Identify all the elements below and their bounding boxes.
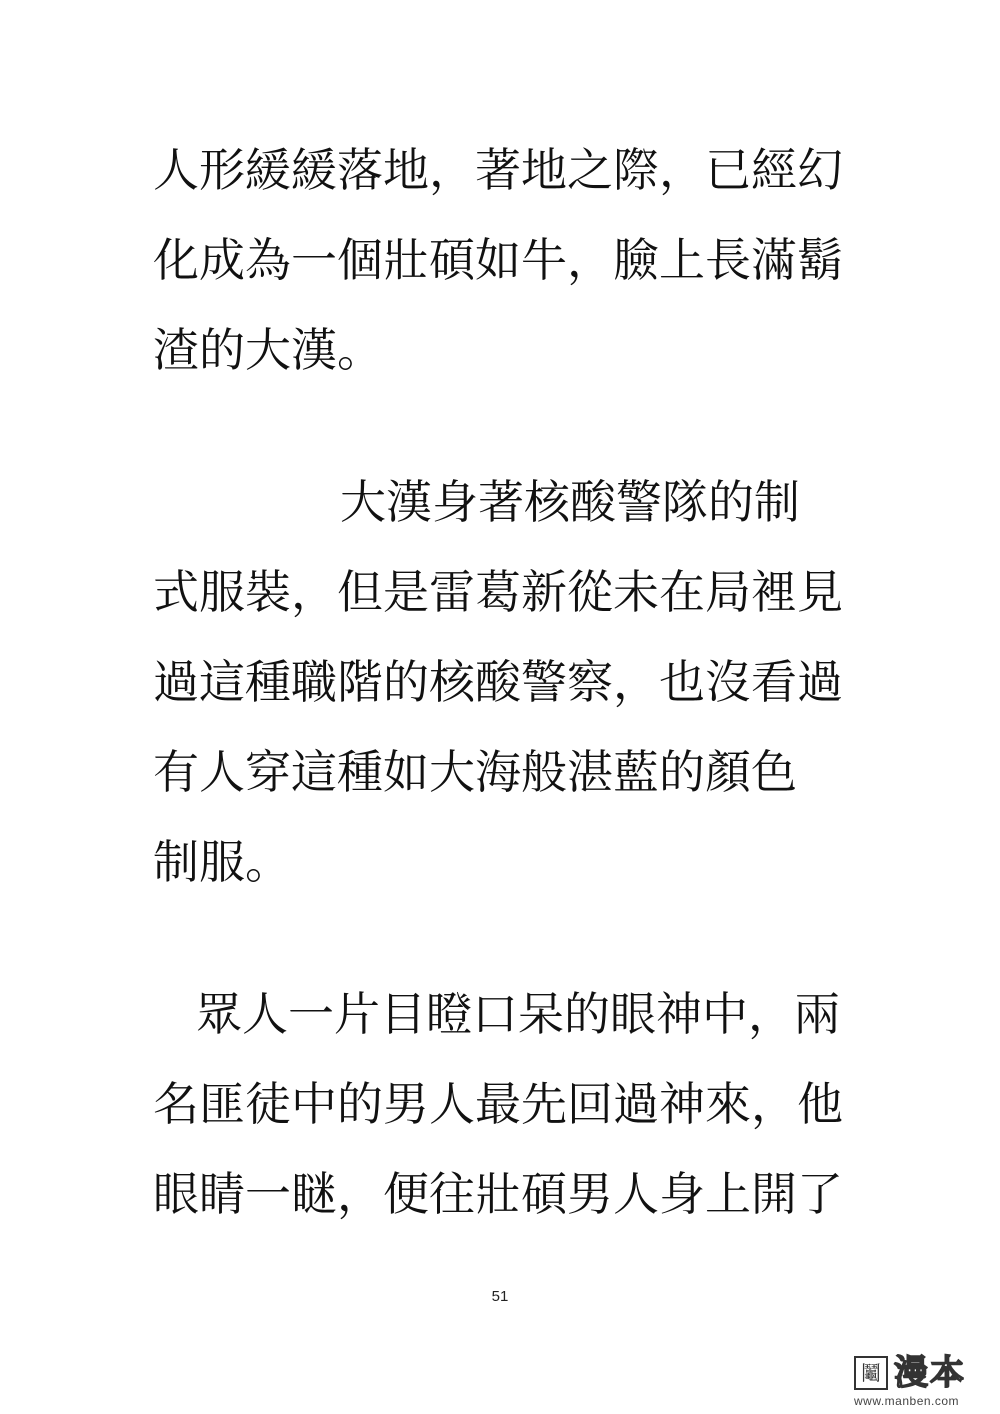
text-line: 大漢身著核酸警隊的制 bbox=[340, 475, 800, 529]
text-line: 化成為一個壯碩如牛，臉上長滿鬍 bbox=[153, 233, 843, 287]
text-line: 眼睛一瞇，便往壯碩男人身上開了 bbox=[153, 1167, 843, 1221]
watermark-url: www.manben.com bbox=[854, 1394, 960, 1408]
text-line: 有人穿這種如大海般湛藍的顏色 bbox=[153, 745, 797, 799]
text-line: 渣的大漢。 bbox=[153, 323, 383, 377]
text-line: 式服裝，但是雷葛新從未在局裡見 bbox=[153, 565, 843, 619]
text-line: 制服。 bbox=[153, 835, 291, 889]
text-line: 名匪徒中的男人最先回過神來，他 bbox=[153, 1077, 843, 1131]
text-line: 過這種職階的核酸警察，也沒看過 bbox=[153, 655, 843, 709]
watermark-logo bbox=[854, 1353, 994, 1408]
text-line: 人形緩緩落地，著地之際，已經幻 bbox=[153, 143, 843, 197]
watermark-seal-icon: 鬮 bbox=[854, 1356, 888, 1390]
watermark-title: 漫本 bbox=[894, 1353, 966, 1393]
page-number: 51 bbox=[491, 1288, 509, 1305]
text-line: 眾人一片目瞪口呆的眼神中，兩 bbox=[196, 987, 840, 1041]
